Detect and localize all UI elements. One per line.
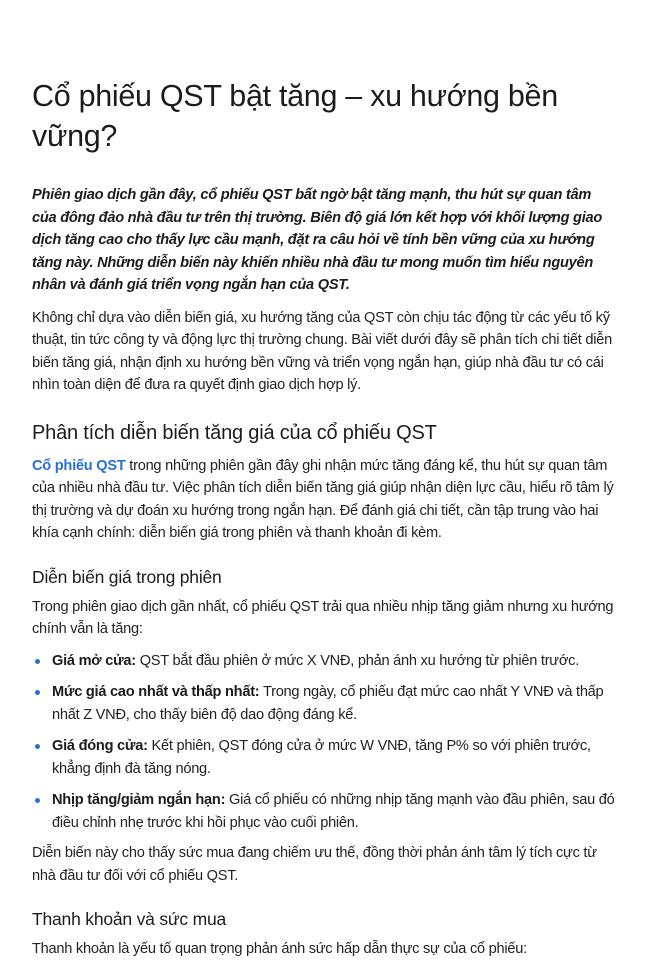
bullet-label: Giá mở cửa: <box>52 652 136 669</box>
bullet-label: Nhịp tăng/giảm ngắn hạn: <box>52 792 226 808</box>
bullet-dot-icon <box>35 744 40 749</box>
price-analysis-text: trong những phiên gần đây ghi nhận mức tăng đáng kể, thu hút sự quan tâm của nhiều nhà đầu tư. Việc phân tích diễn biến tăng giá giúp nhận diện lực cầu, hiểu rõ tâm lý thị trường và dự đoán xu hướng trong ngắn hạn. Để đánh giá chi tiết, cần tập trung vào hai khía cạnh chính: diễn biến giá trong phiên và thanh khoản đi kèm. <box>32 457 614 541</box>
bullet-dot-icon <box>35 690 40 695</box>
intraday-conclusion: Diễn biến này cho thấy sức mua đang chiếm ưu thế, đồng thời phản ánh tâm lý tích cực từ nhà đầu tư đối với cổ phiếu QST. <box>32 845 597 884</box>
intraday-intro: Trong phiên giao dịch gần nhất, cổ phiếu QST trải qua nhiều nhịp tăng giảm nhưng xu hướng chính vẫn là tăng: <box>32 598 614 637</box>
section-heading-price-analysis: Phân tích diễn biến tăng giá của cổ phiếu QST <box>32 421 437 444</box>
bullet-label: Giá đóng cửa: <box>52 738 148 754</box>
liquidity-intro: Thanh khoản là yếu tố quan trọng phản ánh sức hấp dẫn thực sự của cổ phiếu: <box>32 941 527 957</box>
bullet-open-price <box>32 650 618 673</box>
bullet-close-price <box>32 735 618 780</box>
price-analysis-paragraph <box>32 455 618 545</box>
bullet-label: Mức giá cao nhất và thấp nhất: <box>52 684 260 700</box>
bullet-text: QST bắt đầu phiên ở mức X VNĐ, phản ánh xu hướng từ phiên trước. <box>135 652 580 669</box>
bullet-text: Kết phiên, QST đóng cửa ở mức W VNĐ, tăng P% so với phiên trước, khẳng định đà tăng nóng. <box>52 738 591 777</box>
intro-paragraph: Không chỉ dựa vào diễn biến giá, xu hướng tăng của QST còn chịu tác động từ các yếu tố kỹ thuật, tin tức công ty và động lực thị trường chung. Bài viết dưới đây sẽ phân tích chi tiết diễn biến tăng giá, nhận định xu hướng bền vững và triển vọng ngắn hạn, giúp nhà đầu tư có cái nhìn toàn diện để đưa ra quyết định giao dịch hợp lý. <box>32 309 612 393</box>
section-heading-liquidity: Thanh khoản và sức mua <box>32 909 227 929</box>
bullet-high-low <box>32 681 618 726</box>
bullet-short-swings <box>32 789 618 834</box>
article-title: Cổ phiếu QST bật tăng – xu hướng bền vững? <box>32 79 558 153</box>
qst-stock-link[interactable]: Cổ phiếu QST <box>32 457 126 474</box>
section-heading-intraday-price: Diễn biến giá trong phiên <box>32 566 222 587</box>
intraday-bullet-list <box>32 650 618 835</box>
bullet-dot-icon <box>35 659 40 664</box>
article-lead: Phiên giao dịch gần đây, cổ phiếu QST bất ngờ bật tăng mạnh, thu hút sự quan tâm của đông đảo nhà đầu tư trên thị trường. Biên độ giá lớn kết hợp với khối lượng giao dịch tăng cao cho thấy lực cầu mạnh, đặt ra câu hỏi về tính bền vững của xu hướng tăng này. Những diễn biến này khiến nhiều nhà đầu tư mong muốn tìm hiểu nguyên nhân và đánh giá triển vọng ngắn hạn của QST. <box>32 187 603 293</box>
bullet-dot-icon <box>35 798 40 803</box>
bullet-text: Giá cổ phiếu có những nhịp tăng mạnh vào đầu phiên, sau đó điều chỉnh nhẹ trước khi hồi phục vào cuối phiên. <box>52 792 615 831</box>
bullet-text: Trong ngày, cổ phiếu đạt mức cao nhất Y VNĐ và thấp nhất Z VNĐ, cho thấy biên độ dao động đáng kể. <box>52 684 604 723</box>
